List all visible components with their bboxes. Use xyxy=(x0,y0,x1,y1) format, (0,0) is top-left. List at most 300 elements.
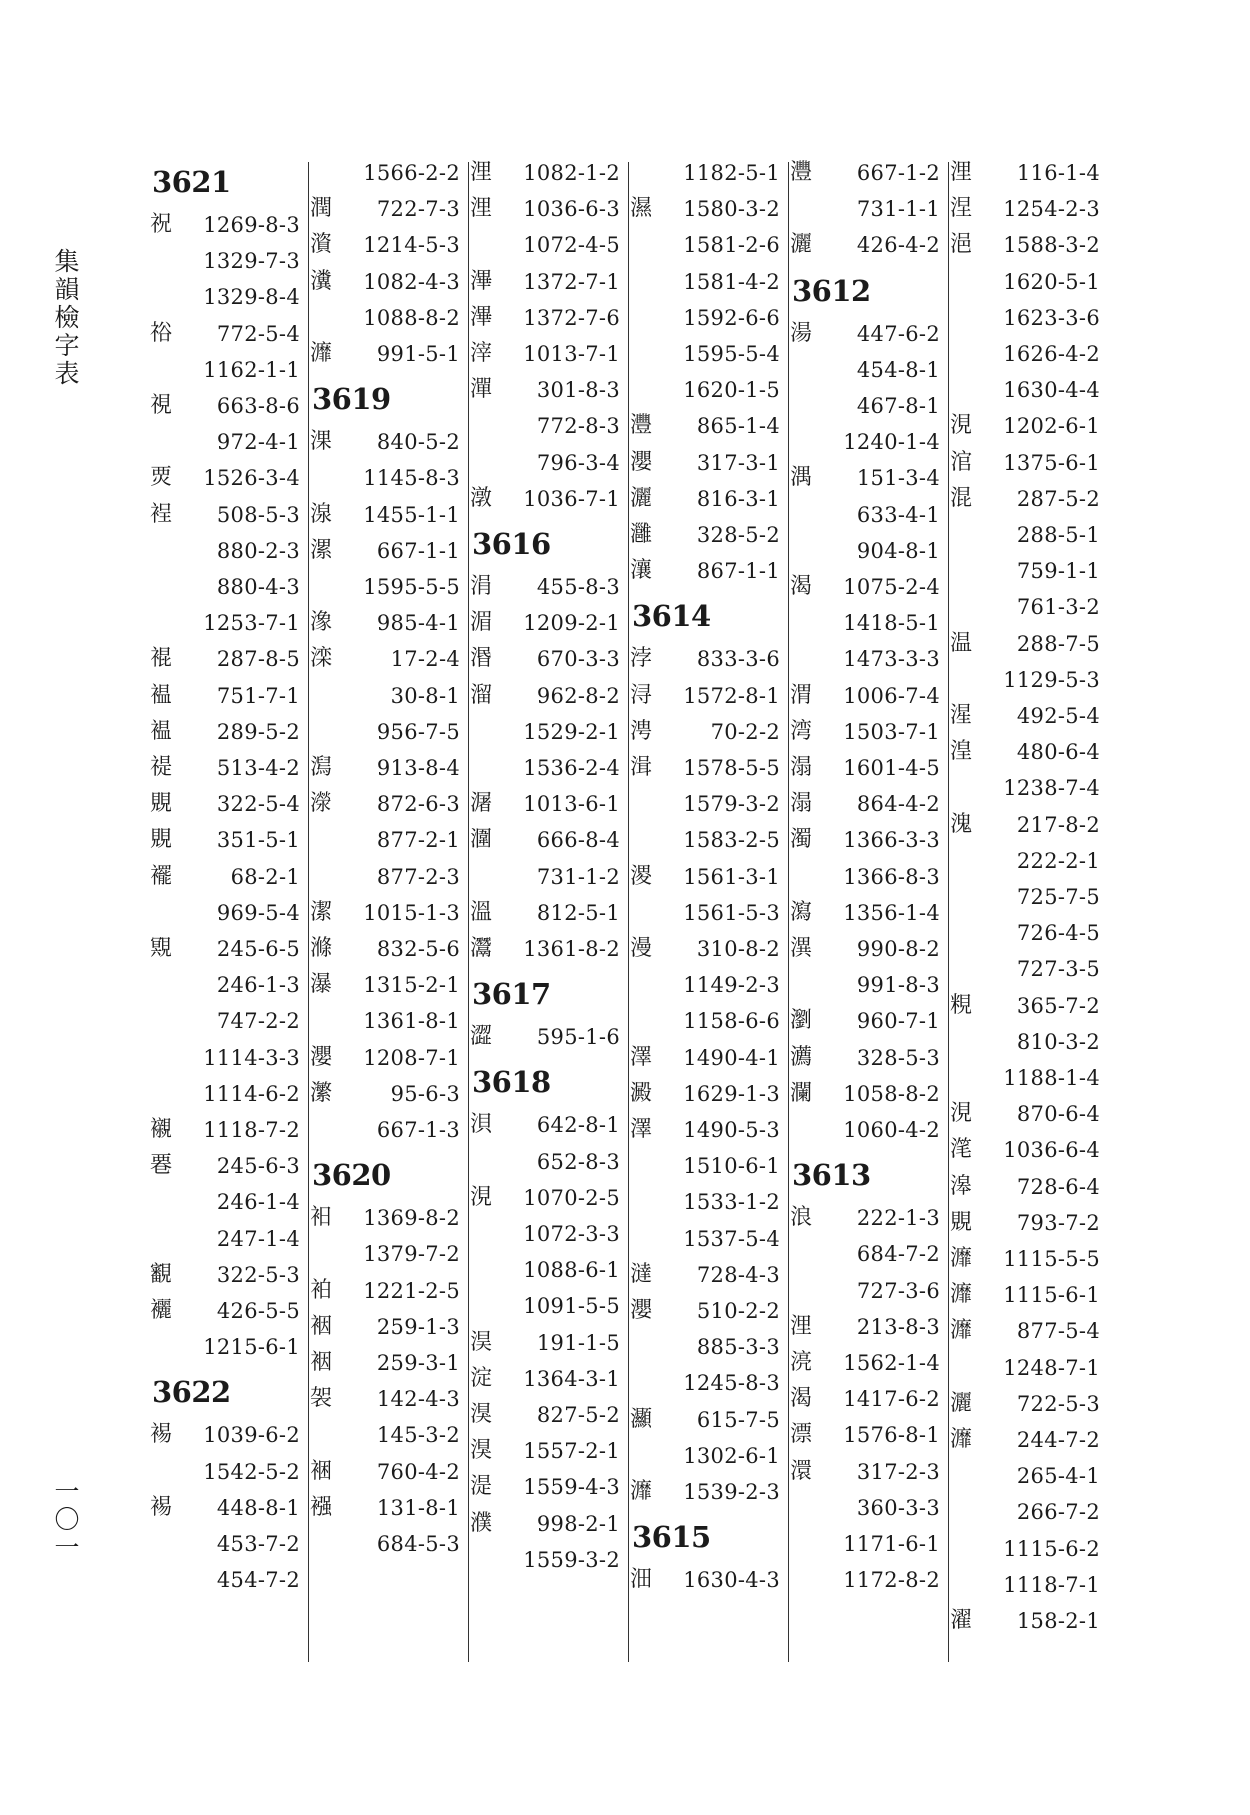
index-column xyxy=(310,162,470,1662)
index-entry xyxy=(470,717,630,747)
index-entry xyxy=(950,556,1110,586)
head-character: 湯 xyxy=(790,320,813,346)
index-entry xyxy=(470,1219,630,1249)
index-entry xyxy=(950,737,1110,767)
page-reference: 1629-1-3 xyxy=(683,1081,780,1106)
page-reference: 1208-7-1 xyxy=(363,1045,460,1070)
page-reference: 247-1-4 xyxy=(216,1226,300,1251)
head-character: 䙳 xyxy=(150,465,173,491)
index-entry xyxy=(790,158,950,188)
head-character: 潡 xyxy=(470,485,493,511)
page-reference: 454-8-1 xyxy=(856,357,940,382)
head-character: 裩 xyxy=(150,646,173,672)
page-reference: 1372-7-6 xyxy=(523,305,620,330)
page-reference: 116-1-4 xyxy=(1016,161,1100,185)
head-character: 漯 xyxy=(310,537,333,563)
head-character: 澤 xyxy=(630,1117,653,1142)
page-reference: 1630-4-3 xyxy=(683,1568,780,1593)
index-entry xyxy=(150,427,310,457)
title-char: 集 xyxy=(54,247,80,276)
index-entry xyxy=(630,825,790,855)
page-reference: 998-2-1 xyxy=(536,1511,620,1536)
page-reference: 1595-5-5 xyxy=(363,575,460,599)
page-reference: 1253-7-1 xyxy=(203,611,300,636)
head-character: 裀 xyxy=(310,1313,333,1339)
index-entry xyxy=(950,1497,1110,1527)
head-character: 潬 xyxy=(470,377,493,403)
index-entry xyxy=(470,1110,630,1140)
head-character: 瀴 xyxy=(630,1298,653,1323)
head-character: 滦 xyxy=(310,646,333,672)
head-character: 滓 xyxy=(470,341,493,366)
page-reference: 877-2-1 xyxy=(376,828,460,853)
page-reference: 1562-1-4 xyxy=(843,1351,940,1375)
head-character: 襯 xyxy=(150,1117,173,1142)
page-reference: 158-2-1 xyxy=(1016,1609,1100,1633)
page-reference: 222-1-3 xyxy=(856,1206,940,1231)
index-entry xyxy=(470,862,630,892)
page-reference: 1254-2-3 xyxy=(1003,197,1100,222)
index-entry xyxy=(790,1384,950,1414)
head-character: 灖 xyxy=(630,1479,653,1504)
head-character: 瀑 xyxy=(310,972,333,998)
page-reference: 816-3-1 xyxy=(696,486,780,511)
page-reference: 426-4-2 xyxy=(856,233,940,258)
index-entry xyxy=(790,608,950,638)
index-entry xyxy=(950,484,1110,514)
index-column xyxy=(630,162,790,1662)
head-character: 溻 xyxy=(790,755,813,780)
index-entry xyxy=(470,1436,630,1466)
index-entry xyxy=(790,194,950,224)
head-character: 濮 xyxy=(470,1510,493,1536)
head-character: 裍 xyxy=(310,1458,333,1484)
index-entry xyxy=(630,411,790,441)
index-entry xyxy=(310,1203,470,1233)
page-reference: 1361-8-2 xyxy=(523,937,620,961)
page-reference: 1088-6-1 xyxy=(523,1258,620,1283)
index-entry xyxy=(470,230,630,260)
page-reference: 246-1-4 xyxy=(216,1190,300,1215)
index-entry xyxy=(470,825,630,855)
page-reference: 513-4-2 xyxy=(216,756,300,780)
index-entry xyxy=(790,230,950,260)
page-reference: 1149-2-3 xyxy=(683,973,780,998)
page-reference: 1075-2-4 xyxy=(843,575,940,599)
page-reference: 1082-4-3 xyxy=(363,269,460,294)
page-reference: 1315-2-1 xyxy=(363,973,460,998)
section-heading: 3612 xyxy=(792,273,871,308)
index-entry xyxy=(790,862,950,892)
index-entry xyxy=(630,1368,790,1398)
page-reference: 1114-3-3 xyxy=(203,1045,300,1070)
page-reference: 1039-6-2 xyxy=(203,1423,300,1448)
page-reference: 722-7-3 xyxy=(376,197,460,222)
index-entry xyxy=(790,934,950,964)
head-character: 浬 xyxy=(470,196,493,222)
index-entry xyxy=(950,411,1110,441)
head-character: 渭 xyxy=(790,682,813,708)
index-entry xyxy=(950,375,1110,405)
index-entry xyxy=(790,319,950,349)
page-reference: 728-4-3 xyxy=(696,1262,780,1287)
head-character: 滭 xyxy=(470,268,493,294)
page-reference: 595-1-6 xyxy=(536,1025,620,1050)
head-character: 澱 xyxy=(630,1080,653,1106)
page-reference: 1129-5-3 xyxy=(1003,667,1100,692)
page-reference: 1473-3-3 xyxy=(843,647,940,672)
page-reference: 1533-1-2 xyxy=(683,1190,780,1215)
page-reference: 365-7-2 xyxy=(1016,993,1100,1018)
head-character: 灖 xyxy=(310,341,333,366)
page-reference: 1580-3-2 xyxy=(683,197,780,222)
index-entry xyxy=(470,608,630,638)
head-character: 瀴 xyxy=(310,1044,333,1070)
index-entry xyxy=(630,1006,790,1036)
index-entry xyxy=(470,572,630,602)
head-character: 沺 xyxy=(630,1567,653,1593)
section-heading: 3616 xyxy=(472,527,551,561)
index-entry xyxy=(950,954,1110,984)
page-reference: 244-7-2 xyxy=(1016,1428,1100,1452)
index-entry xyxy=(630,520,790,550)
index-entry xyxy=(630,681,790,711)
index-entry xyxy=(470,1022,630,1052)
page-reference: 426-5-5 xyxy=(216,1299,300,1323)
page-reference: 833-3-6 xyxy=(696,647,780,672)
page-reference: 1188-1-4 xyxy=(1003,1066,1100,1090)
page-reference: 667-1-1 xyxy=(376,538,460,563)
page-reference: 810-3-2 xyxy=(1016,1029,1100,1054)
index-entry xyxy=(310,194,470,224)
index-entry xyxy=(310,934,470,964)
index-entry xyxy=(310,1384,470,1414)
head-character: 潳 xyxy=(470,791,493,817)
head-character: 湣 xyxy=(470,646,493,672)
index-entry xyxy=(950,991,1110,1021)
head-character: 湡 xyxy=(790,465,813,491)
index-entry xyxy=(310,500,470,530)
head-character: 覾 xyxy=(150,1261,173,1287)
index-entry xyxy=(630,484,790,514)
index-entry xyxy=(950,194,1110,224)
page-reference: 1375-6-1 xyxy=(1003,450,1100,475)
head-character: 澴 xyxy=(790,1458,813,1484)
index-entry xyxy=(310,644,470,674)
head-character: 淀 xyxy=(470,1365,493,1391)
page-reference: 904-8-1 xyxy=(856,538,940,563)
index-entry xyxy=(630,267,790,297)
index-entry xyxy=(790,898,950,928)
index-entry xyxy=(950,339,1110,369)
index-entry xyxy=(470,1509,630,1539)
head-character: 浥 xyxy=(950,232,973,258)
index-entry xyxy=(950,882,1110,912)
page-reference: 1182-5-1 xyxy=(683,161,780,185)
page-reference: 288-5-1 xyxy=(1016,523,1100,547)
index-entry xyxy=(630,934,790,964)
head-character: 浬 xyxy=(790,1313,813,1339)
head-character: 視 xyxy=(150,393,173,418)
page-reference: 151-3-4 xyxy=(856,466,940,491)
index-entry xyxy=(150,970,310,1000)
index-entry xyxy=(950,1027,1110,1057)
head-character: 浡 xyxy=(630,646,653,672)
page-reference: 328-5-2 xyxy=(696,523,780,547)
index-entry xyxy=(310,339,470,369)
index-entry xyxy=(150,282,310,312)
index-entry xyxy=(790,1457,950,1487)
index-entry xyxy=(630,970,790,1000)
title-char: 檢 xyxy=(54,303,80,332)
page-reference: 1058-8-2 xyxy=(843,1081,940,1106)
index-entry xyxy=(630,898,790,928)
index-entry xyxy=(310,158,470,188)
index-entry xyxy=(630,1441,790,1471)
page-reference: 962-8-2 xyxy=(536,683,620,708)
index-column xyxy=(950,162,1110,1662)
page-reference: 1361-8-1 xyxy=(363,1009,460,1034)
head-character: 袙 xyxy=(310,1277,333,1303)
head-character: 浪 xyxy=(790,1205,813,1231)
index-entry xyxy=(630,1224,790,1254)
page-reference: 727-3-6 xyxy=(856,1278,940,1303)
index-entry xyxy=(950,1063,1110,1093)
head-character: 湒 xyxy=(630,755,653,780)
page-reference: 1221-2-5 xyxy=(363,1278,460,1303)
page-reference: 1366-3-3 xyxy=(843,828,940,853)
index-entry xyxy=(310,717,470,747)
page-reference: 1013-7-1 xyxy=(523,342,620,366)
index-entry xyxy=(150,1079,310,1109)
page-reference: 1601-4-5 xyxy=(843,756,940,780)
page-reference: 246-1-3 xyxy=(216,973,300,998)
index-entry xyxy=(470,898,630,928)
index-entry xyxy=(630,375,790,405)
head-character: 瀉 xyxy=(790,899,813,925)
page-reference: 1072-3-3 xyxy=(523,1222,620,1246)
head-character: 湜 xyxy=(470,1474,493,1500)
index-entry xyxy=(310,1348,470,1378)
head-character: 䙴 xyxy=(150,1153,173,1179)
index-entry xyxy=(310,1115,470,1145)
head-character: 浔 xyxy=(630,682,653,708)
head-character: 涄 xyxy=(630,718,653,744)
section-heading: 3618 xyxy=(472,1065,551,1100)
index-entry xyxy=(950,1316,1110,1346)
index-entry xyxy=(150,717,310,747)
page-reference: 793-7-2 xyxy=(1016,1210,1100,1235)
head-character: 湦 xyxy=(950,703,973,728)
index-entry xyxy=(150,1332,310,1362)
index-entry xyxy=(950,918,1110,948)
index-entry xyxy=(310,1276,470,1306)
page-reference: 985-4-1 xyxy=(376,611,460,636)
index-entry xyxy=(470,1364,630,1394)
index-table xyxy=(150,162,1110,1662)
head-character: 灑 xyxy=(630,485,653,511)
page-reference: 728-6-4 xyxy=(1016,1174,1100,1199)
index-entry xyxy=(150,319,310,349)
head-character: 滌 xyxy=(310,936,333,961)
page-reference: 1579-3-2 xyxy=(683,792,780,817)
index-entry xyxy=(790,970,950,1000)
index-entry xyxy=(470,448,630,478)
index-entry xyxy=(790,500,950,530)
index-entry xyxy=(150,1115,310,1145)
head-character: 瀴 xyxy=(630,449,653,475)
head-character: 潿 xyxy=(470,827,493,853)
index-entry xyxy=(150,608,310,638)
page-reference: 317-3-1 xyxy=(696,450,780,475)
index-column xyxy=(470,162,630,1662)
page-reference: 1245-8-3 xyxy=(683,1371,780,1396)
head-character: 浿 xyxy=(470,1112,493,1138)
index-entry xyxy=(310,230,470,260)
page-reference: 1626-4-2 xyxy=(1003,342,1100,366)
index-entry xyxy=(950,520,1110,550)
index-entry xyxy=(790,536,950,566)
index-entry xyxy=(150,463,310,493)
head-character: 襹 xyxy=(150,1298,173,1323)
index-entry xyxy=(150,644,310,674)
index-entry xyxy=(150,1296,310,1326)
index-entry xyxy=(150,1260,310,1290)
book-title-vertical xyxy=(52,248,82,388)
index-entry xyxy=(630,1260,790,1290)
page-reference: 1356-1-4 xyxy=(843,900,940,925)
head-character: 襬 xyxy=(150,863,173,889)
page-reference: 17-2-4 xyxy=(390,647,460,672)
page-reference: 492-5-4 xyxy=(1016,704,1100,728)
page-reference: 68-2-1 xyxy=(230,864,300,889)
head-character: 灖 xyxy=(950,1246,973,1271)
index-entry xyxy=(150,572,310,602)
index-entry xyxy=(790,1006,950,1036)
page-reference: 1379-7-2 xyxy=(363,1242,460,1267)
page-reference: 1576-8-1 xyxy=(843,1423,940,1448)
page-reference: 1240-1-4 xyxy=(843,430,940,455)
index-entry xyxy=(150,1493,310,1523)
index-entry xyxy=(150,536,310,566)
page-reference: 1490-4-1 xyxy=(683,1045,780,1070)
page-reference: 1559-3-2 xyxy=(523,1547,620,1572)
page-reference: 131-8-1 xyxy=(376,1495,460,1520)
page-reference: 455-8-3 xyxy=(536,575,620,599)
head-character: 混 xyxy=(950,485,973,511)
page-reference: 727-3-5 xyxy=(1016,957,1100,982)
page-reference: 1592-6-6 xyxy=(683,305,780,330)
page-reference: 1118-7-1 xyxy=(1003,1572,1100,1597)
title-char: 韻 xyxy=(54,275,80,304)
index-entry xyxy=(630,339,790,369)
page-reference: 1114-6-2 xyxy=(203,1081,300,1106)
index-entry xyxy=(630,1565,790,1595)
title-char: 表 xyxy=(54,359,80,388)
index-entry xyxy=(150,500,310,530)
index-column xyxy=(150,162,310,1662)
page-reference: 832-5-6 xyxy=(376,937,460,961)
page-reference: 960-7-1 xyxy=(856,1009,940,1034)
head-character: 濕 xyxy=(630,196,653,222)
page-reference: 1372-7-1 xyxy=(523,269,620,294)
head-character: 裎 xyxy=(150,501,173,527)
section-heading: 3614 xyxy=(632,599,711,634)
page-reference: 1581-2-6 xyxy=(683,233,780,258)
page-reference: 1202-6-1 xyxy=(1003,414,1100,439)
page-reference: 684-5-3 xyxy=(376,1532,460,1556)
head-character: 濯 xyxy=(950,1608,973,1633)
index-entry xyxy=(950,1461,1110,1491)
index-entry xyxy=(950,1389,1110,1419)
index-entry xyxy=(950,1099,1110,1129)
index-entry xyxy=(150,1565,310,1595)
page-reference: 1082-1-2 xyxy=(523,161,620,185)
index-entry xyxy=(310,753,470,783)
index-entry xyxy=(790,789,950,819)
index-entry xyxy=(950,846,1110,876)
index-entry xyxy=(950,1208,1110,1238)
page-reference: 972-4-1 xyxy=(216,430,300,455)
index-entry xyxy=(150,1151,310,1181)
head-character: 覞 xyxy=(150,827,173,853)
index-entry xyxy=(150,1224,310,1254)
page-reference: 812-5-1 xyxy=(536,900,620,925)
index-entry xyxy=(790,644,950,674)
page-reference: 145-3-2 xyxy=(376,1423,460,1448)
index-entry xyxy=(630,644,790,674)
index-entry xyxy=(310,1493,470,1523)
page-reference: 1115-6-2 xyxy=(1003,1536,1100,1561)
page-reference: 1566-2-2 xyxy=(363,161,460,185)
head-character: 浬 xyxy=(950,160,973,185)
index-entry xyxy=(310,681,470,711)
index-entry xyxy=(630,1115,790,1145)
head-character: 湨 xyxy=(470,1402,493,1427)
index-entry xyxy=(950,1534,1110,1564)
page-reference: 453-7-2 xyxy=(216,1532,300,1556)
head-character: 溻 xyxy=(790,791,813,817)
index-entry xyxy=(150,934,310,964)
page-reference: 289-5-2 xyxy=(216,719,300,744)
page-reference: 508-5-3 xyxy=(216,502,300,527)
page-reference: 217-8-2 xyxy=(1016,812,1100,837)
page-reference: 1417-6-2 xyxy=(843,1387,940,1412)
index-entry xyxy=(630,158,790,188)
page-reference: 1490-5-3 xyxy=(683,1118,780,1142)
index-entry xyxy=(470,1291,630,1321)
head-character: 涓 xyxy=(470,574,493,599)
index-entry xyxy=(630,789,790,819)
index-entry xyxy=(950,267,1110,297)
page-reference: 913-8-4 xyxy=(376,756,460,780)
page-reference: 1036-7-1 xyxy=(523,486,620,511)
index-entry xyxy=(310,463,470,493)
index-entry xyxy=(150,355,310,385)
index-entry xyxy=(790,1312,950,1342)
page-reference: 872-6-3 xyxy=(376,792,460,817)
page-reference: 1060-4-2 xyxy=(843,1118,940,1142)
head-character: 瀵 xyxy=(310,268,333,294)
index-entry xyxy=(950,629,1110,659)
index-entry xyxy=(790,355,950,385)
page-reference: 448-8-1 xyxy=(216,1495,300,1520)
head-character: 湾 xyxy=(790,718,813,744)
page-reference: 633-4-1 xyxy=(856,502,940,527)
index-entry xyxy=(150,825,310,855)
index-entry xyxy=(790,1565,950,1595)
index-entry xyxy=(790,1079,950,1109)
